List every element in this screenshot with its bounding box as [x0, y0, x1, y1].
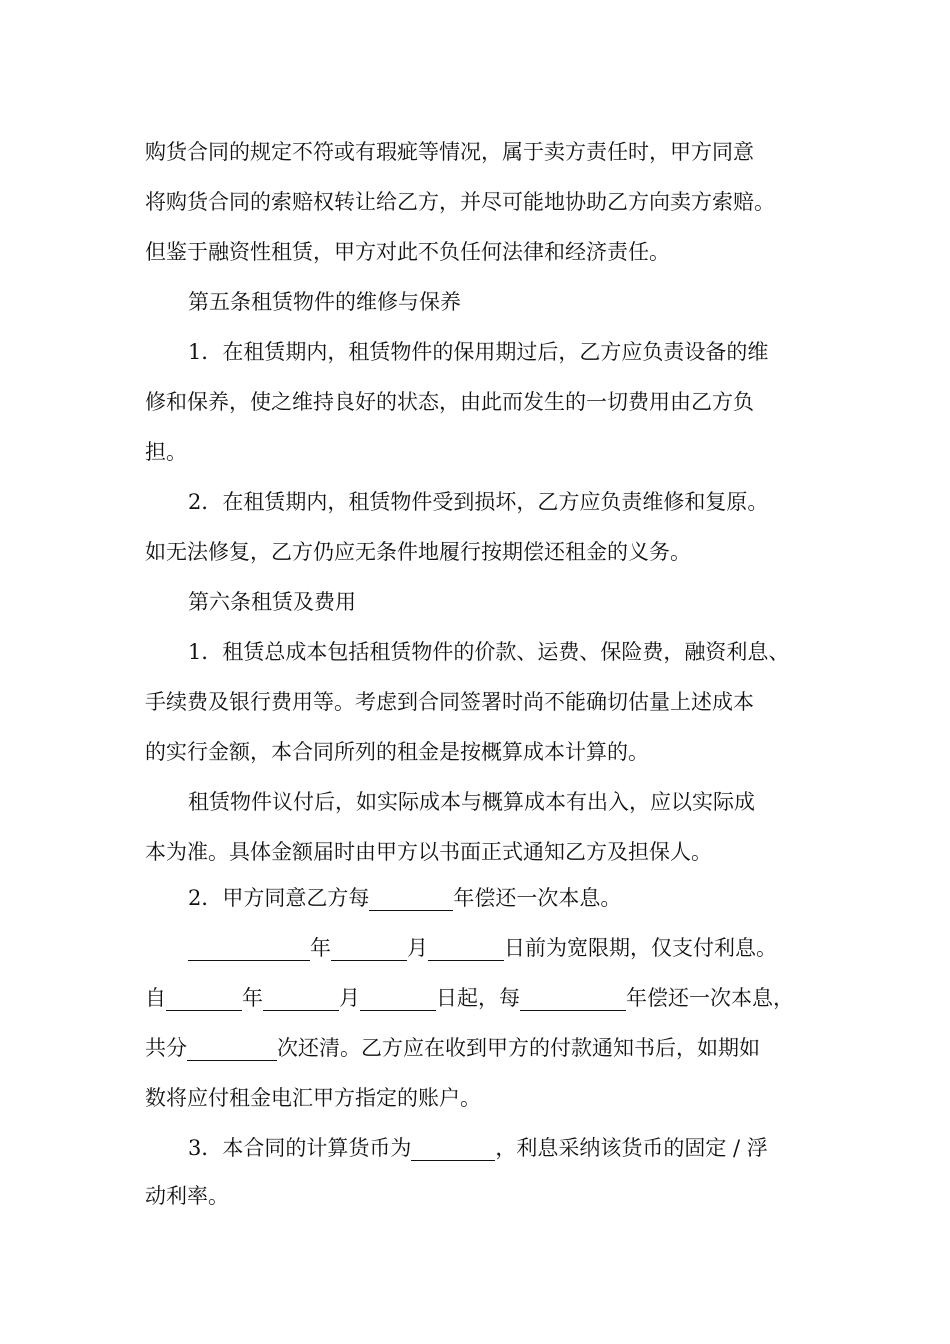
- text-line: 的实行金额，本合同所列的租金是按概算成本计算的。: [145, 740, 649, 764]
- text-line: 数将应付租金电汇甲方指定的账户。: [145, 1086, 481, 1110]
- section-heading: 第六条租赁及费用: [188, 590, 356, 614]
- fill-blank[interactable]: [369, 884, 453, 911]
- text-segment: ，利息采纳该货币的固定 / 浮: [495, 1136, 768, 1160]
- text-segment: 月: [339, 986, 360, 1010]
- text-line: 如无法修复，乙方仍应无条件地履行按期偿还租金的义务。: [145, 540, 691, 564]
- text-line: 修和保养，使之维持良好的状态，由此而发生的一切费用由乙方负: [145, 390, 754, 414]
- text-segment: 年偿还一次本息，: [626, 986, 794, 1010]
- text-line: 动利率。: [145, 1184, 229, 1208]
- text-segment: 年: [242, 986, 263, 1010]
- text-line: 将购货合同的索赔权转让给乙方，并尽可能地协助乙方向卖方索赔。: [145, 190, 775, 214]
- text-line: 1．租赁总成本包括租赁物件的价款、运费、保险费，融资利息、: [188, 640, 790, 664]
- text-segment: 3．本合同的计算货币为: [188, 1136, 412, 1160]
- text-segment: 共分: [145, 1036, 187, 1060]
- text-segment: 2．甲方同意乙方每: [188, 886, 370, 910]
- fill-blank[interactable]: [166, 984, 242, 1011]
- text-line: 手续费及银行费用等。考虑到合同签署时尚不能确切估量上述成本: [145, 690, 754, 714]
- text-line: 购货合同的规定不符或有瑕疵等情况，属于卖方责任时，甲方同意: [145, 140, 754, 164]
- fill-blank[interactable]: [188, 934, 310, 961]
- text-line: [188, 928, 828, 968]
- text-line: 2．在租赁期内，租赁物件受到损坏，乙方应负责维修和复原。: [188, 490, 769, 514]
- text-segment: 年: [310, 936, 331, 960]
- section-heading: 第五条租赁物件的维修与保养: [188, 290, 461, 314]
- text-line: 租赁物件议付后，如实际成本与概算成本有出入，应以实际成: [188, 790, 755, 814]
- text-line: [188, 1128, 828, 1168]
- text-line: [145, 978, 825, 1018]
- text-line: [145, 1028, 825, 1068]
- text-line: 1．在租赁期内，租赁物件的保用期过后，乙方应负责设备的维: [188, 340, 769, 364]
- text-line: 担。: [145, 440, 187, 464]
- fill-blank[interactable]: [187, 1034, 277, 1061]
- text-segment: 日起，每: [436, 986, 520, 1010]
- fill-blank[interactable]: [411, 1134, 495, 1161]
- text-segment: 次还清。乙方应在收到甲方的付款通知书后，如期如: [277, 1036, 760, 1060]
- text-segment: 月: [407, 936, 428, 960]
- fill-blank[interactable]: [428, 934, 504, 961]
- text-segment: 年偿还一次本息。: [453, 886, 622, 910]
- fill-blank[interactable]: [331, 934, 407, 961]
- fill-blank[interactable]: [360, 984, 436, 1011]
- text-segment: 日前为宽限期，仅支付利息。: [504, 936, 777, 960]
- text-segment: 自: [145, 986, 166, 1010]
- text-line: [188, 878, 828, 918]
- text-line: 本为准。具体金额届时由甲方以书面正式通知乙方及担保人。: [145, 840, 712, 864]
- text-line: 但鉴于融资性租赁，甲方对此不负任何法律和经济责任。: [145, 240, 670, 264]
- fill-blank[interactable]: [263, 984, 339, 1011]
- fill-blank[interactable]: [520, 984, 626, 1011]
